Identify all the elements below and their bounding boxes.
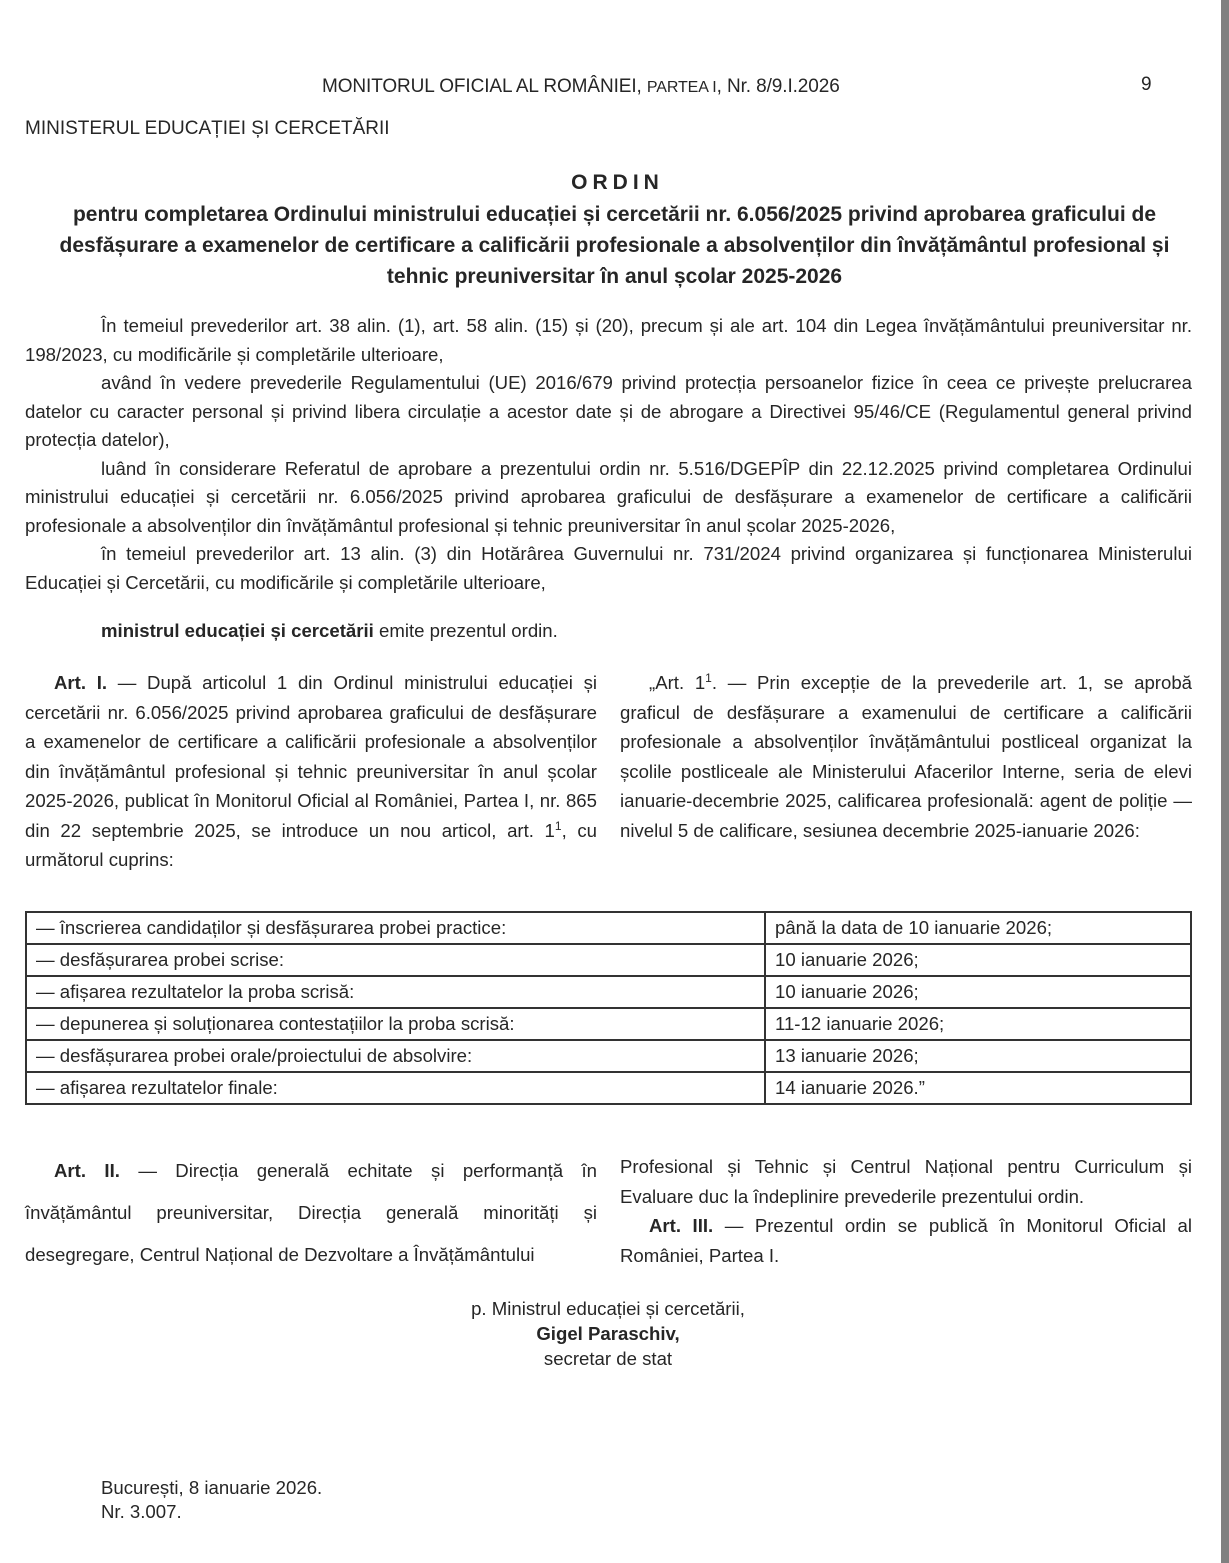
- article-1-paragraph: [25, 668, 597, 875]
- running-head-text: MONITORUL OFICIAL AL ROMÂNIEI,: [322, 76, 647, 97]
- table-row: [26, 944, 1191, 976]
- page-header: [0, 74, 1229, 104]
- decree-action: emite prezentul ordin.: [373, 620, 558, 641]
- preamble-paragraph: În temeiul prevederilor art. 38 alin. (1), art. 58 alin. (15) și (20), precum și ale art. 104 din Legea învățământului preuniversitar nr. 198/2023, cu modificările și completările ulterioare,: [25, 315, 1192, 365]
- article-2-continued-and-3: [620, 1152, 1192, 1270]
- schedule-date: 14 ianuarie 2026.”: [765, 1072, 1191, 1104]
- schedule-step: — înscrierea candidaților și desfășurarea probei practice:: [26, 912, 765, 944]
- schedule-date: până la data de 10 ianuarie 2026;: [765, 912, 1191, 944]
- decree-statement: [101, 620, 558, 642]
- running-head-issue: , Nr. 8/9.I.2026: [716, 76, 840, 97]
- running-head-partea: PARTEA I: [646, 79, 717, 96]
- schedule-date: 11-12 ianuarie 2026;: [765, 1008, 1191, 1040]
- running-head: [322, 76, 840, 98]
- preamble: [25, 312, 1192, 597]
- table-row: [26, 912, 1191, 944]
- article-1-text-end: , cu următorul cuprins:: [25, 819, 597, 870]
- schedule-date: 13 ianuarie 2026;: [765, 1040, 1191, 1072]
- article-1-1-paragraph: [620, 668, 1192, 845]
- order-number: Nr. 3.007.: [101, 1501, 182, 1522]
- superscript: 1: [705, 671, 712, 685]
- place-and-number: [101, 1476, 322, 1524]
- schedule-step: — desfășurarea probei scrise:: [26, 944, 765, 976]
- article-3-text: — Prezentul ordin se publică în Monitorul Oficial al României, Partea I.: [620, 1215, 1192, 1266]
- document-title: [0, 170, 1229, 292]
- preamble-paragraph: în temeiul prevederilor art. 13 alin. (3) din Hotărârea Guvernului nr. 731/2024 privind organizarea și funcționarea Ministerului Educației și Cercetării, cu modificările și completările ulterioare,: [25, 543, 1192, 593]
- page-number: 9: [1141, 74, 1152, 95]
- article-1-label: Art. I.: [54, 672, 108, 693]
- table-row: [26, 1040, 1191, 1072]
- schedule-step: — depunerea și soluționarea contestațiilor la proba scrisă:: [26, 1008, 765, 1040]
- table-row: [26, 1008, 1191, 1040]
- signatory-role: secretar de stat: [543, 1348, 673, 1369]
- article-2-paragraph: [25, 1150, 597, 1276]
- preamble-paragraph: luând în considerare Referatul de aprobare a prezentului ordin nr. 5.516/DGEPÎP din 22.12.2025 privind completarea Ordinului ministrului educației și cercetării nr. 6.056/2025 privind aprobarea graficului de desfășurare a examenelor de certificare a calificării profesionale a absolvenților din învățământul profesional și tehnic preuniversitar în anul școlar 2025-2026,: [25, 457, 1192, 536]
- schedule-step: — afișarea rezultatelor finale:: [26, 1072, 765, 1104]
- schedule-step: — desfășurarea probei orale/proiectului de absolvire:: [26, 1040, 765, 1072]
- article-1-1-label: „Art. 1: [649, 672, 706, 693]
- article-1-1-text: . — Prin excepție de la prevederile art. 1, se aprobă graficul de desfășurare a examenului de certificare a calificării profesionale a absolvenților învățământului postliceal organizat la școlile postliceale ale Ministerului Afacerilor Interne, seria de elevi ianuarie-decembrie 2025, calificarea profesională: agent de poliție — nivelul 5 de calificare, sesiunea decembrie 2025-ianuarie 2026:: [620, 672, 1193, 841]
- decree-subject: ministrul educației și cercetării: [101, 620, 374, 641]
- superscript: 1: [554, 818, 562, 833]
- title-subtitle: pentru completarea Ordinului ministrului educației și cercetării nr. 6.056/2025 privind aprobarea graficului de desfășurare a examenelor de certificare a calificării profesionale a absolvenților din învățământul profesional și tehnic preuniversitar în anul școlar 2025-2026: [59, 203, 1170, 288]
- article-2-continuation: Profesional și Tehnic și Centrul Național pentru Curriculum și Evaluare duc la îndeplinire prevederile prezentului ordin.: [620, 1156, 1192, 1207]
- article-3-paragraph: [620, 1211, 1192, 1270]
- article-3-label: Art. III.: [649, 1215, 714, 1236]
- article-2-text: — Direcția generală echitate și performanță în învățământul preuniversitar, Direcția generală minorități și desegregare, Centrul Național de Dezvoltare a Învățământului: [25, 1160, 597, 1265]
- exam-schedule-table: [25, 911, 1192, 1105]
- schedule-date: 10 ianuarie 2026;: [765, 944, 1191, 976]
- issuer: MINISTERUL EDUCAȚIEI ȘI CERCETĂRII: [25, 118, 390, 139]
- place-date: București, 8 ianuarie 2026.: [101, 1477, 323, 1498]
- title-heading: ORDIN: [571, 171, 664, 194]
- signature-on-behalf: p. Ministrul educației și cercetării,: [471, 1298, 745, 1319]
- signatory-name: Gigel Paraschiv,: [536, 1323, 680, 1344]
- article-2-label: Art. II.: [54, 1160, 120, 1181]
- schedule-step: — afișarea rezultatelor la proba scrisă:: [26, 976, 765, 1008]
- article-2: [25, 1150, 597, 1276]
- article-1-1: [620, 668, 1192, 845]
- table-row: [26, 976, 1191, 1008]
- article-1-text: — După articolul 1 din Ordinul ministrului educației și cercetării nr. 6.056/2025 privind aprobarea graficului de desfășurare a examenelor de certificare a calificării profesionale a absolvenților din învățământul profesional și tehnic preuniversitar în anul școlar 2025-2026, publicat în Monitorul Oficial al României, Partea I, nr. 865 din 22 septembrie 2025, se introduce un nou articol, art. 1: [25, 672, 597, 841]
- preamble-paragraph: având în vedere prevederile Regulamentului (UE) 2016/679 privind protecția persoanelor fizice în ceea ce privește prelucrarea datelor cu caracter personal și privind libera circulație a acestor date și de abrogare a Directivei 95/46/CE (Regulamentul general privind protecția datelor),: [25, 372, 1192, 450]
- article-1: [25, 668, 597, 875]
- signature-block: [300, 1296, 916, 1371]
- table-row: [26, 1072, 1191, 1104]
- schedule-date: 10 ianuarie 2026;: [765, 976, 1191, 1008]
